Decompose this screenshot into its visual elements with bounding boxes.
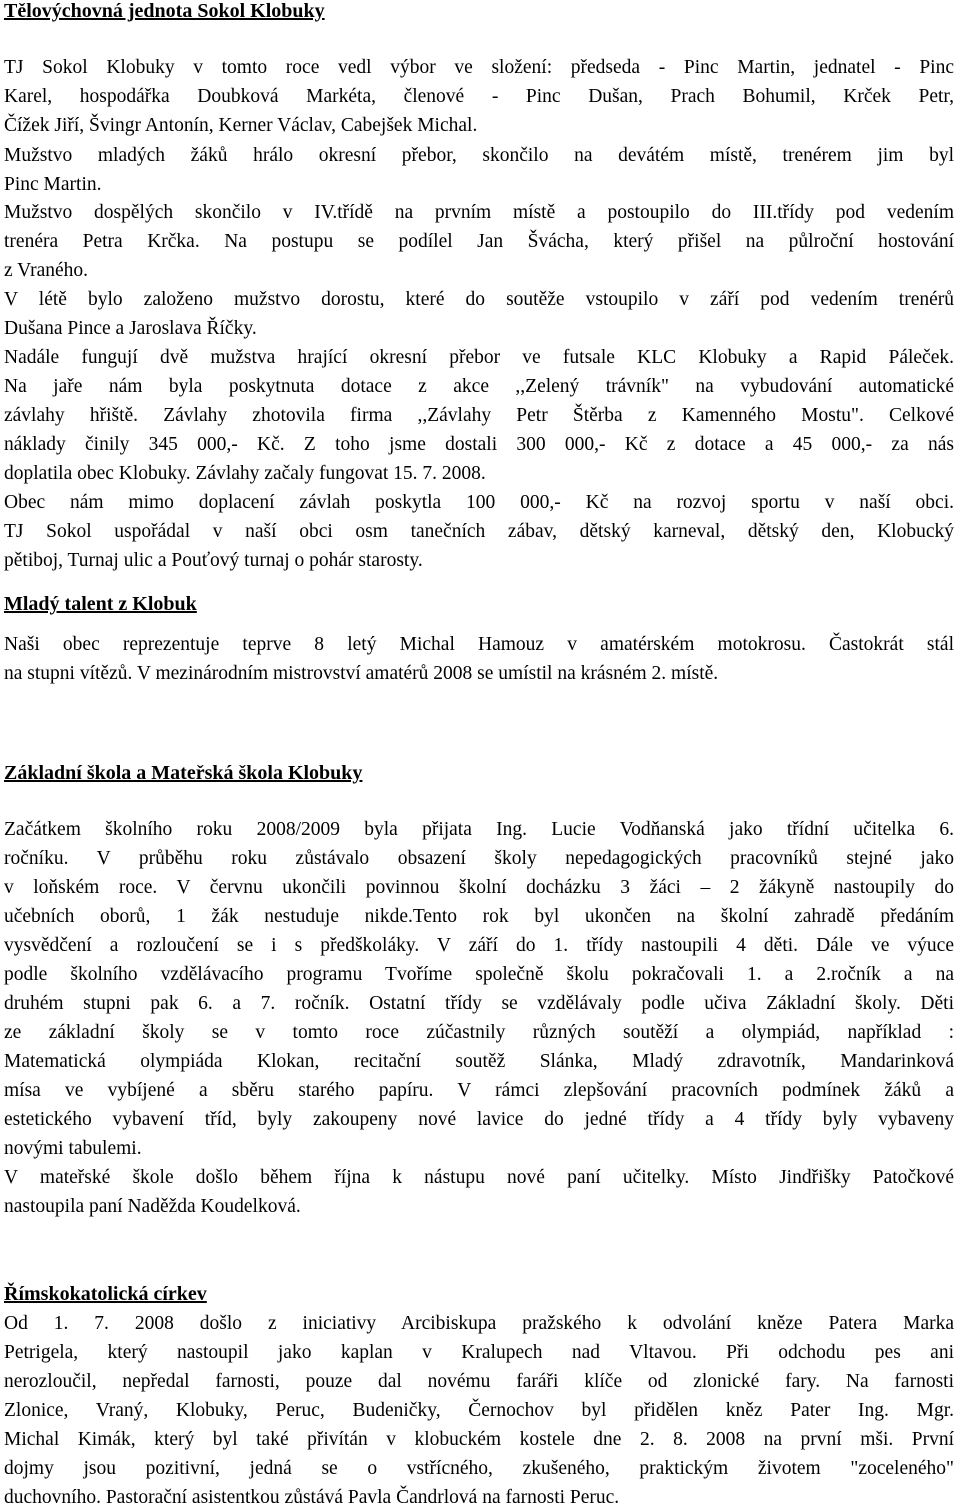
paragraph-line: Začátkem školního roku 2008/2009 byla přijata Ing. Lucie Vodňanská jako třídní učitelka 6. <box>4 819 954 840</box>
paragraph-line: Petrigela, který nastoupil jako kaplan v Kralupech nad Vltavou. Při odchodu pes ani <box>4 1342 954 1363</box>
paragraph-line: TJ Sokol uspořádal v naší obci osm tanečních zábav, dětský karneval, dětský den, Klobucký <box>4 521 954 542</box>
paragraph-line: Naši obec reprezentuje teprve 8 letý Michal Hamouz v amatérském motokrosu. Častokrát stál <box>4 634 954 655</box>
heading-cirkev: Římskokatolická církev <box>4 1283 207 1305</box>
paragraph-line: doplatila obec Klobuky. Závlahy začaly fungovat 15. 7. 2008. <box>4 463 486 484</box>
paragraph-line: pětiboj, Turnaj ulic a Pouťový turnaj o pohár starosty. <box>4 550 423 571</box>
paragraph-line: Obec nám mimo doplacení závlah poskytla 100 000,- Kč na rozvoj sportu v naší obci. <box>4 492 954 513</box>
paragraph-line: dojmy jsou pozitivní, jedná se o vstřícného, zkušeného, praktickým životem "zoceleného" <box>4 1458 954 1479</box>
paragraph-line: v loňském roce. V červnu ukončili povinnou školní docházku 3 žáci – 2 žákyně nastoupily do <box>4 877 954 898</box>
paragraph-line: TJ Sokol Klobuky v tomto roce vedl výbor ve složení: předseda - Pinc Martin, jednatel - Pinc <box>4 57 954 78</box>
paragraph-line: ročníku. V průběhu roku zůstávalo obsazení školy nepedagogických pracovníků stejné jako <box>4 848 954 869</box>
paragraph-line: duchovního. Pastorační asistentkou zůstává Pavla Čandrlová na farnosti Peruc. <box>4 1487 620 1508</box>
paragraph-line: Mužstvo dospělých skončilo v IV.třídě na prvním místě a postoupilo do III.třídy pod vedením <box>4 202 954 223</box>
paragraph-line: Pinc Martin. <box>4 174 102 195</box>
paragraph-line: na stupni vítězů. V mezinárodním mistrovství amatérů 2008 se umístil na krásném 2. místě. <box>4 663 719 684</box>
paragraph-line: V mateřské škole došlo během října k nástupu nové paní učitelky. Místo Jindřišky Patočkové <box>4 1167 954 1188</box>
paragraph-line: Mužstvo mladých žáků hrálo okresní přebor, skončilo na devátém místě, trenérem jim byl <box>4 145 954 166</box>
paragraph-line: Michal Kimák, který byl také přivítán v klobuckém kostele dne 2. 8. 2008 na první mši. První <box>4 1429 954 1450</box>
paragraph-line: nastoupila paní Naděžda Koudelková. <box>4 1196 301 1217</box>
paragraph-line: nerozloučil, nepředal farnosti, pouze dal novému faráři klíče od zlonické fary. Na farnosti <box>4 1371 954 1392</box>
paragraph-line: z Vraného. <box>4 260 89 281</box>
paragraph-line: Čížek Jiří, Švingr Antonín, Kerner Václav, Cabejšek Michal. <box>4 115 478 136</box>
paragraph-line: V létě bylo založeno mužstvo dorostu, které do soutěže vstoupilo v září pod vedením trenérů <box>4 289 954 310</box>
paragraph-line: Dušana Pince a Jaroslava Říčky. <box>4 318 257 339</box>
paragraph-line: vysvědčení a rozloučení se i s předškoláky. V září do 1. třídy nastoupili 4 děti. Dále ve výuce <box>4 935 954 956</box>
paragraph-line: podle školního vzdělávacího programu Tvoříme společně školu pokračovali 1. a 2.ročník a na <box>4 964 954 985</box>
paragraph-line: ze základní školy se v tomto roce zúčastnily různých soutěží a olympiád, například : <box>4 1022 954 1043</box>
paragraph-line: Na jaře nám byla poskytnuta dotace z akce ,,Zelený trávník" na vybudování automatické <box>4 376 954 397</box>
paragraph-line: mísa ve vybíjené a sběru starého papíru. V rámci zlepšování pracovních podmínek žáků a <box>4 1080 954 1101</box>
paragraph-line: trenéra Petra Krčka. Na postupu se podílel Jan Švácha, který přišel na půlroční hostování <box>4 231 954 252</box>
paragraph-line: estetického vybavení tříd, byly zakoupeny nové lavice do jedné třídy a 4 třídy byly vybaveny <box>4 1109 954 1130</box>
paragraph-line: Matematická olympiáda Klokan, recitační soutěž Slánka, Mladý zdravotník, Mandarinková <box>4 1051 954 1072</box>
heading-talent: Mladý talent z Klobuk <box>4 593 197 615</box>
heading-skola: Základní škola a Mateřská škola Klobuky <box>4 762 363 784</box>
paragraph-line: Zlonice, Vraný, Klobuky, Peruc, Budeničky, Černochov byl přidělen kněz Pater Ing. Mgr. <box>4 1400 954 1421</box>
paragraph-line: Karel, hospodářka Doubková Markéta, členové - Pinc Dušan, Prach Bohumil, Krček Petr, <box>4 86 954 107</box>
paragraph-line: novými tabulemi. <box>4 1138 142 1159</box>
paragraph-line: Od 1. 7. 2008 došlo z iniciativy Arcibiskupa pražského k odvolání kněze Patera Marka <box>4 1313 954 1334</box>
paragraph-line: druhém stupni pak 6. a 7. ročník. Ostatní třídy se vzdělávaly podle učiva Základní školy. Děti <box>4 993 954 1014</box>
paragraph-line: učebních oborů, 1 žák nestuduje nikde.Tento rok byl ukončen na školní zahradě předáním <box>4 906 954 927</box>
heading-sokol: Tělovýchovná jednota Sokol Klobuky <box>4 0 325 22</box>
paragraph-line: závlahy hřiště. Závlahy zhotovila firma ,,Závlahy Petr Štěrba z Kamenného Mostu". Celkové <box>4 405 954 426</box>
paragraph-line: Nadále fungují dvě mužstva hrající okresní přebor ve futsale KLC Klobuky a Rapid Páleček. <box>4 347 954 368</box>
paragraph-line: náklady činily 345 000,- Kč. Z toho jsme dostali 300 000,- Kč z dotace a 45 000,- za nás <box>4 434 954 455</box>
